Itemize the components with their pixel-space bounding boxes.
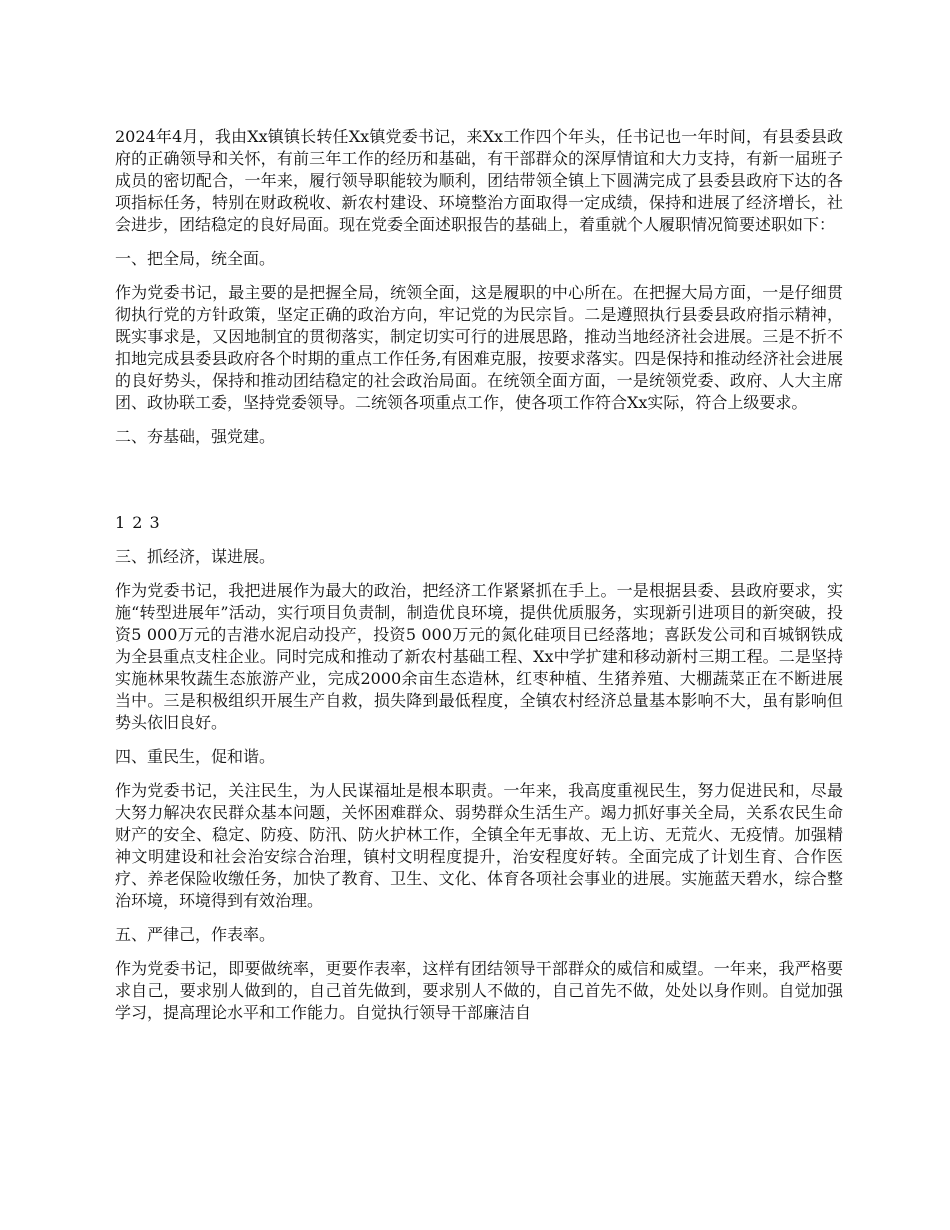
page-numbers[interactable]: 1 2 3 (115, 513, 161, 532)
section-1-paragraph: 作为党委书记，最主要的是把握全局，统领全面，这是履职的中心所在。在把握大局方面，一是仔细贯彻执行党的方针政策，坚定正确的政治方向，牢记党的为民宗旨。二是遵照执行县委县政府指示精神，既实事求是，又因地制宜的贯彻落实，制定切实可行的进展思路，推动当地经济社会进展。三是不折不扣地完成县委县政府各个时期的重点工作任务,有困难克服，按要求落实。四是保持和推动经济社会进展的良好势头，保持和推动团结稳定的社会政治局面。在统领全面方面，一是统领党委、政府、人大主席团、政协联工委，坚持党委领导。二统领各项重点工作，使各项工作符合Xx实际，符合上级要求。 (115, 283, 843, 412)
section-4-heading: 四、重民生，促和谐。 (115, 747, 276, 766)
section-1-heading: 一、把全局，统全面。 (115, 249, 276, 268)
intro-paragraph: 2024年4月，我由Xx镇镇长转任Xx镇党委书记，来Xx工作四个年头，任书记也一年时间，有县委县政府的正确领导和关怀，有前三年工作的经历和基础，有干部群众的深厚情谊和大力支持，有新一届班子成员的密切配合，一年来，履行领导职能较为顺利，团结带领全镇上下圆满完成了县委县政府下达的各项指标任务，特别在财政税收、新农村建设、环境整治方面取得一定成绩，保持和进展了经济增长，社会进步，团结稳定的良好局面。现在党委全面述职报告的基础上，着重就个人履职情况简要述职如下： (115, 127, 843, 234)
page-break-gap (115, 460, 843, 512)
document-page (115, 126, 843, 1036)
section-4-paragraph: 作为党委书记，关注民生，为人民谋福址是根本职责。一年来，我高度重视民生，努力促进民和，尽最大努力解决农民群众基本问题，关怀困难群众、弱势群众生活生产。竭力抓好事关全局，关系农民生命财产的安全、稳定、防疫、防汛、防火护林工作，全镇全年无事故、无上访、无荒火、无疫情。加强精神文明建设和社会治安综合治理，镇村文明程度提升，治安程度好转。全面完成了计划生育、合作医疗、养老保险收缴任务，加快了教育、卫生、文化、体育各项社会事业的进展。实施蓝天碧水，综合整治环境，环境得到有效治理。 (115, 781, 843, 910)
section-5-heading: 五、严律己，作表率。 (115, 925, 276, 944)
section-3-heading: 三、抓经济，谋进展。 (115, 547, 276, 566)
section-2-heading: 二、夯基础，强党建。 (115, 427, 276, 446)
section-5-paragraph: 作为党委书记，即要做统率，更要作表率，这样有团结领导干部群众的威信和威望。一年来，我严格要求自己，要求别人做到的，自己首先做到，要求别人不做的，自己首先不做，处处以身作则。自觉加强学习，提高理论水平和工作能力。自觉执行领导干部廉洁自 (115, 959, 843, 1022)
section-3-paragraph: 作为党委书记，我把进展作为最大的政治，把经济工作紧紧抓在手上。一是根据县委、县政府要求，实施“转型进展年”活动，实行项目负责制，制造优良环境，提供优质服务，实现新引进项目的新突破，投资5 000万元的吉港水泥启动投产，投资5 000万元的氮化硅项目已经落地；喜跃发公司和百城钢铁成为全县重点支柱企业。同时完成和推动了新农村基础工程、Xx中学扩建和移动新村三期工程。二是坚持实施林果牧蔬生态旅游产业，完成2000余亩生态造林，红枣种植、生猪养殖、大棚蔬菜正在不断进展当中。三是积极组织开展生产自救，损失降到最低程度，全镇农村经济总量基本影响不大，虽有影响但势头依旧良好。 (115, 581, 843, 732)
